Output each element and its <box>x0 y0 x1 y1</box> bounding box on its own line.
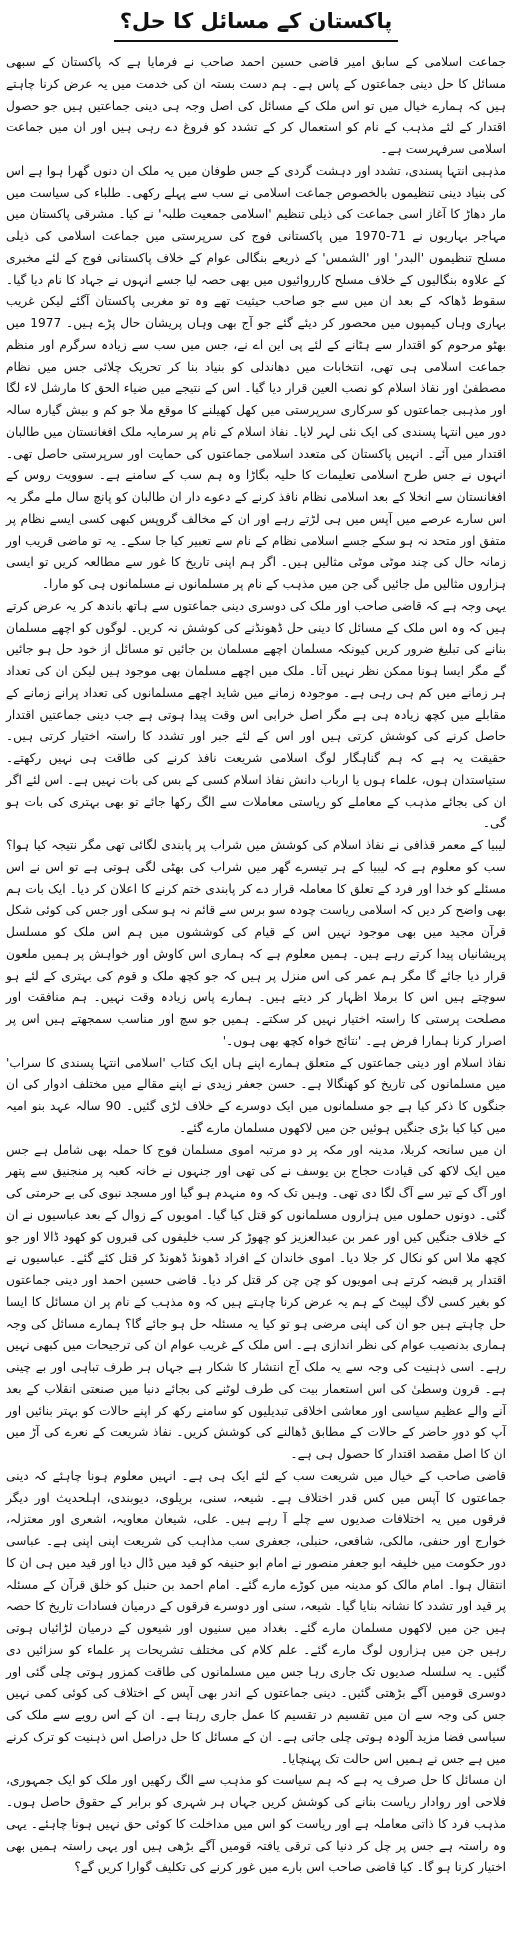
headline-block <box>6 4 506 44</box>
article-paragraph: قاضی صاحب کے خیال میں شریعت سب کے لئے ایک ہی ہے۔ انہیں معلوم ہونا چاہئے کہ دینی جماعتوں کا آپس میں کس قدر اختلاف ہے۔ شیعہ، سنی، بریلوی، دیوبندی، اہلحدیث اور دیگر فرقوں میں یہ اختلافات صدیوں سے چلے آ رہے ہیں۔ علی، شیعان معاویہ، اشعری اور معتزلہ، خوارج اور حنفی، مالکی، شافعی، حنبلی، جعفری سب مذاہب کی شریعت اپنی اپنی ہے۔ عباسی دور حکومت میں خلیفہ ابو جعفر منصور نے امام ابو حنیفہ کو قید میں ڈال دیا اور قید میں ہی ان کا انتقال ہوا۔ امام مالک کو مدینہ میں کوڑے مارے گئے۔ امام احمد بن حنبل کو خلق قرآن کے مسئلہ پر قید اور تشدد کا نشانہ بنایا گیا۔ شیعہ، سنی اور دوسرے فرقوں کے درمیان فسادات تاریخ کا حصہ ہیں جن میں لاکھوں مسلمان مارے گئے۔ بغداد میں سنیوں اور شیعوں کے درمیان لڑائیاں ہوتی رہیں جن میں ہزاروں لوگ مارے گئے۔ علم کلام کی مختلف تشریحات پر علماء کو سزائیں دی گئیں۔ یہ سلسلہ صدیوں تک جاری رہا جس میں مسلمانوں کی طاقت کمزور ہوتی چلی گئی اور دوسری قومیں آگے بڑھتی گئیں۔ دینی جماعتوں کے اندر بھی آپس کے اختلاف کی کوئی کمی نہیں جس کی وجہ سے ان میں تقسیم در تقسیم کا عمل جاری رہتا ہے۔ ان کے اس رویے سے ملک کی سیاسی فضا مزید آلودہ ہوتی چلی جاتی ہے۔ ان کے مسائل کا حل دراصل اس ذہنیت کو ترک کرنے میں ہے جس نے ہمیں اس حالت تک پہنچایا۔ <box>6 1468 506 1766</box>
article-paragraph: ان مسائل کا حل صرف یہ ہے کہ ہم سیاست کو مذہب سے الگ رکھیں اور ملک کو ایک جمہوری، فلاحی اور روادار ریاست بنانے کی کوشش کریں جہاں ہر شہری کو برابر کے حقوق حاصل ہوں۔ مذہب فرد کا ذاتی معاملہ ہے اور ریاست کو اس میں مداخلت کا کوئی حق نہیں ہونا چاہئے۔ یہی وہ راستہ ہے جس پر چل کر دنیا کی ترقی یافتہ قومیں آگے بڑھی ہیں اور یہی راستہ ہمیں بھی اختیار کرنا ہو گا۔ کیا قاضی صاحب اس بارے میں غور کرنے کی تکلیف گوارا کریں گے؟ <box>6 1773 506 1875</box>
article-paragraph: جماعت اسلامی کے سابق امیر قاضی حسین احمد صاحب نے فرمایا ہے کہ پاکستان کے سبھی مسائل کا حل دینی جماعتوں کے پاس ہے۔ ہم دست بستہ ان کی خدمت میں یہ عرض کرنا چاہتے ہیں کہ ہمارے خیال میں تو اس ملک کے مسائل کی اصل وجہ ہی دینی جماعتیں ہیں جو حصول اقتدار کے لئے مذہب کے نام کو استعمال کر کے تشدد کو فروغ دے رہی ہیں اور ان میں جماعت اسلامی سرفہرست ہے۔ <box>6 55 506 156</box>
article-paragraph: یہی وجہ ہے کہ قاضی صاحب اور ملک کی دوسری دینی جماعتوں سے ہاتھ باندھ کر یہ عرض کرتے ہیں کہ وہ اس ملک کے مسائل کا دینی حل ڈھونڈنے کی کوشش نہ کریں۔ لوگوں کو اچھے مسلمان بنانے کی تبلیغ ضرور کریں کیونکہ مسلمان اچھے مسلمان بن جائیں تو مسائل از خود حل ہو جائیں گے مگر ایسا ہونا ممکن نظر نہیں آتا۔ ملک میں اچھے مسلمان بھی موجود ہیں لیکن ان کی تعداد ہر زمانے میں کم ہی رہی ہے۔ موجودہ زمانے میں شاید اچھے مسلمانوں کی تعداد پرانے زمانے کے مقابلے میں کچھ زیادہ ہی ہے مگر اصل خرابی اس وقت پیدا ہوتی ہے جب دینی جماعتیں اقتدار حاصل کرنے کی کوشش کرتی ہیں اور اس کے لئے جبر اور تشدد کا راستہ اختیار کرتی ہیں۔ حقیقت یہ ہے کہ ہم گناہگار لوگ اسلامی شریعت نافذ کرنے کی طاقت ہی نہیں رکھتے۔ ستیاستدان ہوں، علماء ہوں یا ارباب دانش نفاذ اسلام کسی کے بس کی بات نہیں ہے۔ اس لئے اگر ان کی بجائے مذہب کے معاملے کو ریاستی معاملات سے الگ رکھا جائے تو بھی بہتری کی بات ہو گی۔ <box>6 598 506 831</box>
article-body <box>6 52 506 1879</box>
article-paragraph: مذہبی انتہا پسندی، تشدد اور دہشت گردی کے جس طوفان میں یہ ملک ان دنوں گھرا ہوا ہے اس کی بنیاد دینی تنظیموں بالخصوص جماعت اسلامی نے سب سے پہلے رکھی۔ طلباء کی سیاست میں مار دھاڑ کا آغاز اسی جماعت کی ذیلی تنظیم 'اسلامی جمعیت طلبہ' نے کیا۔ مشرقی پاکستان میں مہاجر بہاریوں نے 71-1970 میں پاکستانی فوج کی سرپرستی میں جماعت اسلامی کی ذیلی مسلح تنظیموں 'البدر' اور 'الشمس' کے ذریعے بنگالی عوام کے خلاف پاکستانی فوج کے لئے مخبری کے علاوہ بنگالیوں کے خلاف مسلح کارروائیوں میں بھی حصہ لیا جسے انہوں نے جہاد کا نام دیا گیا۔ سقوط ڈھاکہ کے بعد ان میں سے جو صاحب حیثیت تھے وہ تو مغربی پاکستان آگئے لیکن غریب بہاری وہاں کیمپوں میں محصور کر دیئے گئے جو آج بھی وہاں پریشان حال پڑے ہیں۔ 1977 میں بھٹو مرحوم کو اقتدار سے ہٹانے کے لئے پی این اے نے، جس میں سب سے زیادہ سرگرم اور منظم جماعت اسلامی ہی تھی، انتخابات میں دھاندلی کو بنیاد بنا کر تحریک چلائی جس میں نظام مصطفیٰ اور نفاذ اسلام کو نصب العین قرار دیا گیا۔ اس کے نتیجے میں ضیاء الحق کا مارشل لاء لگا اور مذہبی جماعتوں کو سرکاری سرپرستی میں کھل کھیلنے کا موقع ملا جو کم و بیش گیارہ سالہ دور میں انتہا پسندی کی ایک نئی لہر لایا۔ نفاذ اسلام کے نام پر سرمایہ ملک افغانستان میں طالبان اقتدار میں آئے۔ انہیں پاکستان کی متعدد اسلامی جماعتوں کی حمایت اور سرپرستی حاصل تھی۔ انہوں نے جس طرح اسلامی تعلیمات کا حلیہ بگاڑا وہ ہم سب کے سامنے ہے۔ سوویت روس کے افغانستان سے انخلا کے بعد اسلامی نظام نافذ کرنے کے دعوے دار ان طالبان کو پانچ سال ملے مگر یہ اس سارے عرصے میں آپس میں ہی لڑتے رہے اور ان کے مخالف گروپس کبھی کسی ایسے نظام پر متفق اور متحد نہ ہو سکے جسے اسلامی نظام کے نام سے تعبیر کیا جا سکے۔ یہ تو ماضی قریب اور زمانہ حال کی چند موٹی موٹی مثالیں ہیں۔ اگر ہم اپنی تاریخ کا غور سے مطالعہ کریں تو ایسی ہزاروں مثالیں مل جائیں گی جن میں مذہب کے نام پر مسلمانوں نے مسلمانوں ہی کو مارا۔ <box>6 163 507 591</box>
article-paragraph: نفاذ اسلام اور دینی جماعتوں کے متعلق ہمارے اپنے ہاں ایک کتاب 'اسلامی انتہا پسندی کا سراب' میں مسلمانوں کی تاریخ کو کھنگالا ہے۔ حسن جعفر زیدی نے اپنے مقالے میں مختلف ادوار کی ان جنگوں کا ذکر کیا ہے جو مسلمانوں میں ایک دوسرے کے خلاف لڑی گئیں۔ 90 سالہ عہد بنو امیہ میں کیا کیا بڑی جنگیں ہوئیں جن میں لاکھوں مسلمان مارے گئے۔ <box>6 1055 506 1135</box>
article-paragraph: ان میں سانحہ کربلا، مدینہ اور مکہ پر دو مرتبہ اموی مسلمان فوج کا حملہ بھی شامل ہے جس میں ایک لاکھ کی قیادت حجاج بن یوسف نے کی تھی اور جنہوں نے خانہ کعبہ پر منجنیق سے پتھر اور آگ کے تیر سے آگ لگا دی تھی۔ وہیں تک کہ وہ منہدم ہو گیا اور مسجد نبوی کی بے حرمتی کی گئی۔ دونوں حملوں میں ہزاروں مسلمانوں کو قتل کیا گیا۔ امویوں کے زوال کے بعد عباسیوں نے ان کے خلاف جنگیں کیں اور عمر بن عبدالعزیز کو چھوڑ کر سب خلیفوں کی قبروں کو کھود ڈالا اور جو کچھ ملا اس کو نکال کر جلا دیا۔ اموی خاندان کے افراد ڈھونڈ ڈھونڈ کر قتل کئے گئے۔ عباسیوں نے اقتدار پر قبضہ کرتے ہی امویوں کو چن چن کر قتل کر دیا۔ قاضی حسین احمد اور دینی جماعتوں کو بغیر کسی لاگ لپیٹ کے ہم یہ عرض کرنا چاہتے ہیں کہ وہ مذہب کے نام پر ان مسائل کا ایسا حل چاہتے ہیں جو ان کی اپنی مرضی ہو تو کیا یہ مسئلہ حل ہو جائے گا؟ ہمارے مسائل کی وجہ ہماری بدنصیب عوام کی نظر اندازی ہے۔ اس ملک کے غریب عوام ان کی ترجیحات میں کبھی نہیں رہے۔ اسی ذہنیت کی وجہ سے یہ ملک آج انتشار کا شکار ہے جہاں ہر طرف تباہی اور بے چینی ہے۔ قرون وسطیٰ کی اس استعمار بیت کی طرف لوٹنے کی بجائے دنیا میں صنعتی انقلاب کے بعد آنے والے عظیم سیاسی اور معاشی اخلاقی تبدیلیوں کو سامنے رکھ کر اپنے حالات کو بہتر بنائیں اور آپ کو دورِ حاضر کے حالات کے مطابق ڈھالنے کی کوشش کریں۔ نفاذ شریعت کے نعرے کی آڑ میں ان کا اصل مقصد اقتدار کا حصول ہی ہے۔ <box>6 1142 506 1461</box>
article-headline: پاکستان کے مسائل کا حل؟ <box>114 4 399 42</box>
article-paragraph: لیبیا کے معمر قذافی نے نفاذ اسلام کی کوشش میں شراب پر پابندی لگائی تھی مگر نتیجہ کیا ہوا؟ سب کو معلوم ہے کہ لیبیا کے ہر تیسرے گھر میں شراب کی بھٹی لگی ہوتی ہے تو اس نے اس مسئلے کو خدا اور فرد کے تعلق کا معاملہ قرار دے کر پابندی ختم کرنے کا اعلان کر دیا۔ ایک بات ہم بھی واضح کر دیں کہ اسلامی ریاست چودہ سو برس سے قائم نہ ہو سکی اور جس کی کوئی شکل قرآن مجید میں بھی موجود نہیں اس کے قیام کی کوششوں میں ہم اس ملک کو مسلسل پریشانیاں پیدا کرتے رہے ہیں۔ ہمیں معلوم ہے کہ ہماری اس کاوش اور خواہش پر ہمیں ملعون قرار دیا جائے گا مگر ہم عمر کی اس منزل پر ہیں کہ جو کچھ ملک و قوم کی بہتری کے لئے ہو سوچتے ہیں اس کا برملا اظہار کر دیتے ہیں۔ ہمارے پاس زیادہ وقت نہیں۔ ہم منافقت اور مصلحت پرستی کا راستہ اختیار نہیں کر سکتے۔ ہمیں جو سچ اور مناسب سمجھتے ہیں اس پر اصرار کرنا ہمارا فرض ہے۔ 'نتائج خواہ کچھ بھی ہوں۔' <box>6 838 506 1048</box>
